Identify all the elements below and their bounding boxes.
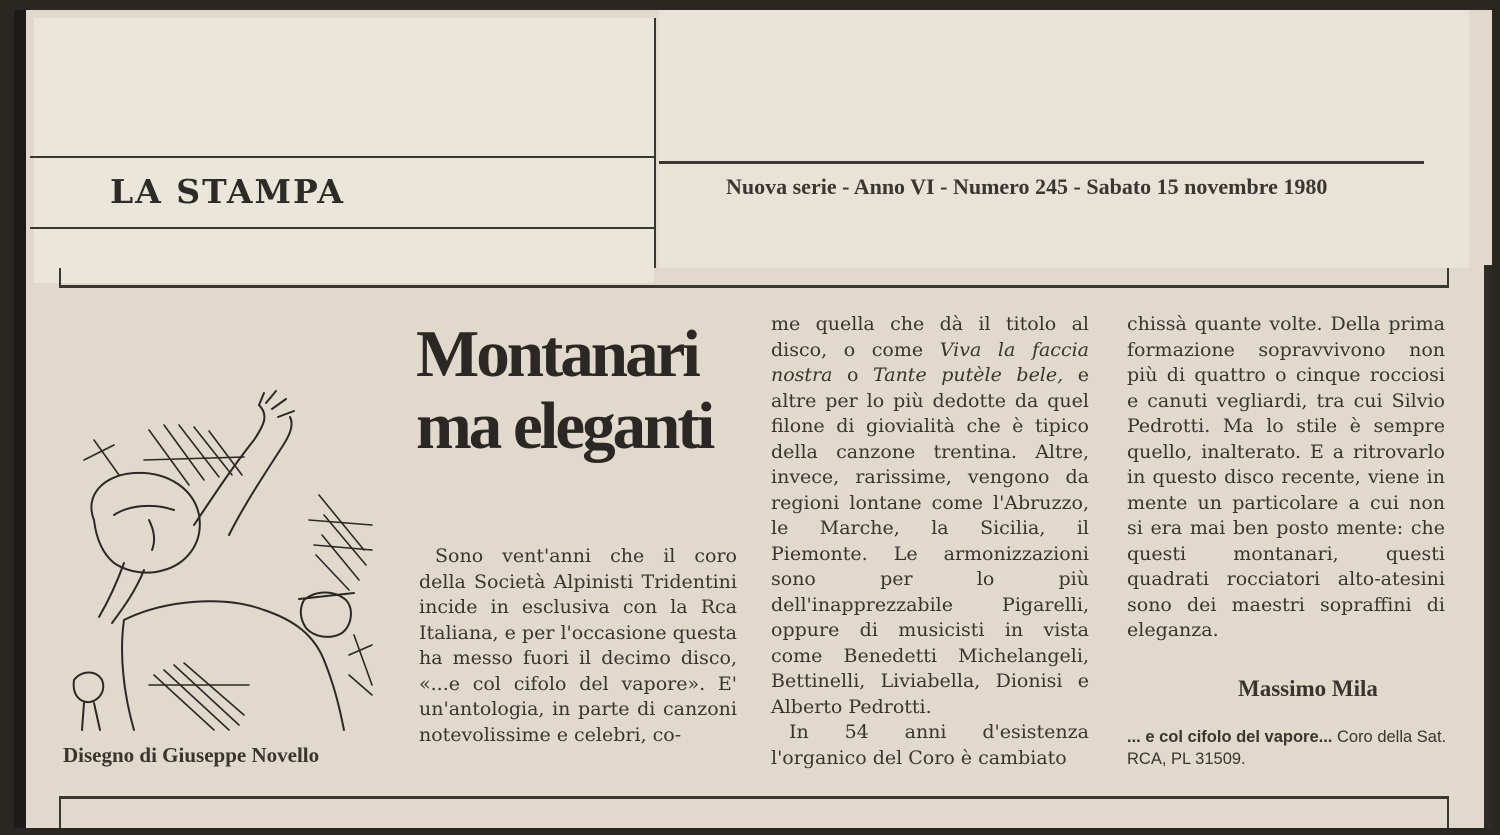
article-rule-bottom (59, 796, 1449, 799)
article-headline: Montanari ma eleganti (416, 317, 713, 463)
masthead-divider (654, 18, 656, 268)
article-column-2 (771, 312, 1089, 720)
article-corner-right (1447, 268, 1449, 287)
masthead-title: LA STAMPA (110, 172, 346, 211)
tape-strip-right (659, 10, 1469, 268)
masthead-rule-bottom-left (30, 227, 655, 229)
illustration-caption: Disegno di Giuseppe Novello (63, 743, 320, 767)
article-column-2-paragraph-2: In 54 anni d'esistenza l'organico del Coro è cambiato (771, 721, 1089, 769)
article-column-1: Sono vent'anni che il coro della Società Alpinisti Tridentini incide in esclusiva con la Rca Italiana, e per l'occasione questa ha messo fuori il decimo disco, «...e col cifolo del vapore». E' un'antologia, in parte di canzoni notevolissime e celebri, co- (419, 545, 737, 746)
masthead-rule-right (659, 161, 1424, 164)
tape-strip-left (34, 18, 654, 283)
record-label-info: Coro della Sat. RCA, PL 31509. (1127, 728, 1447, 768)
masthead-rule-top-left (30, 156, 655, 158)
column-2-text-b: o (832, 364, 874, 386)
record-credits (1127, 726, 1457, 770)
article-rule-top (59, 285, 1449, 288)
choir-illustration (54, 385, 374, 735)
article-byline: Massimo Mila (1238, 676, 1378, 701)
record-title: ... e col cifolo del vapore... (1127, 728, 1333, 746)
column-2-text-a: me quella che dà il titolo al disco, o come (771, 313, 1089, 361)
masthead-dateline: Nuova serie - Anno VI - Numero 245 - Sabato 15 novembre 1980 (726, 174, 1328, 199)
right-border (1484, 265, 1492, 828)
left-border (14, 10, 26, 828)
article-corner-left (59, 268, 61, 287)
song-title-tante-putele-bele: Tante putèle bele, (873, 364, 1064, 386)
bottom-corner-right (1447, 796, 1449, 828)
column-2-text-c: e altre per lo più dedotte da quel filone di giovialità che è tipico della canzone trentina. Altre, invece, rarissime, vengono da regioni lontane come l'Abruzzo, le Marche, la Sicilia, il Piemonte. Le armonizzazioni sono per lo più dell'inapprezzabile Pigarelli, oppure di musicisti in vista come Benedetti Michelangeli, Bettinelli, Liviabella, Dionisi e Alberto Pedrotti. (771, 364, 1089, 718)
article-column-3: chissà quante volte. Della prima formazione sopravvivono non più di quattro o cinque rocciosi e canuti vegliardi, tra cui Silvio Pedrotti. Ma lo stile è sempre quello, inalterato. E a ritrovarlo in questo disco recente, viene in mente un particolare a cui non si era mai ben posto mente: che questi montanari, questi quadrati rocciatori alto-atesini sono dei maestri sopraffini di eleganza. (1127, 313, 1445, 641)
newspaper-clipping (14, 10, 1492, 828)
song-title-viva-la-faccia-nostra: Viva la faccia nostra (771, 338, 1089, 386)
bottom-corner-left (59, 796, 61, 828)
